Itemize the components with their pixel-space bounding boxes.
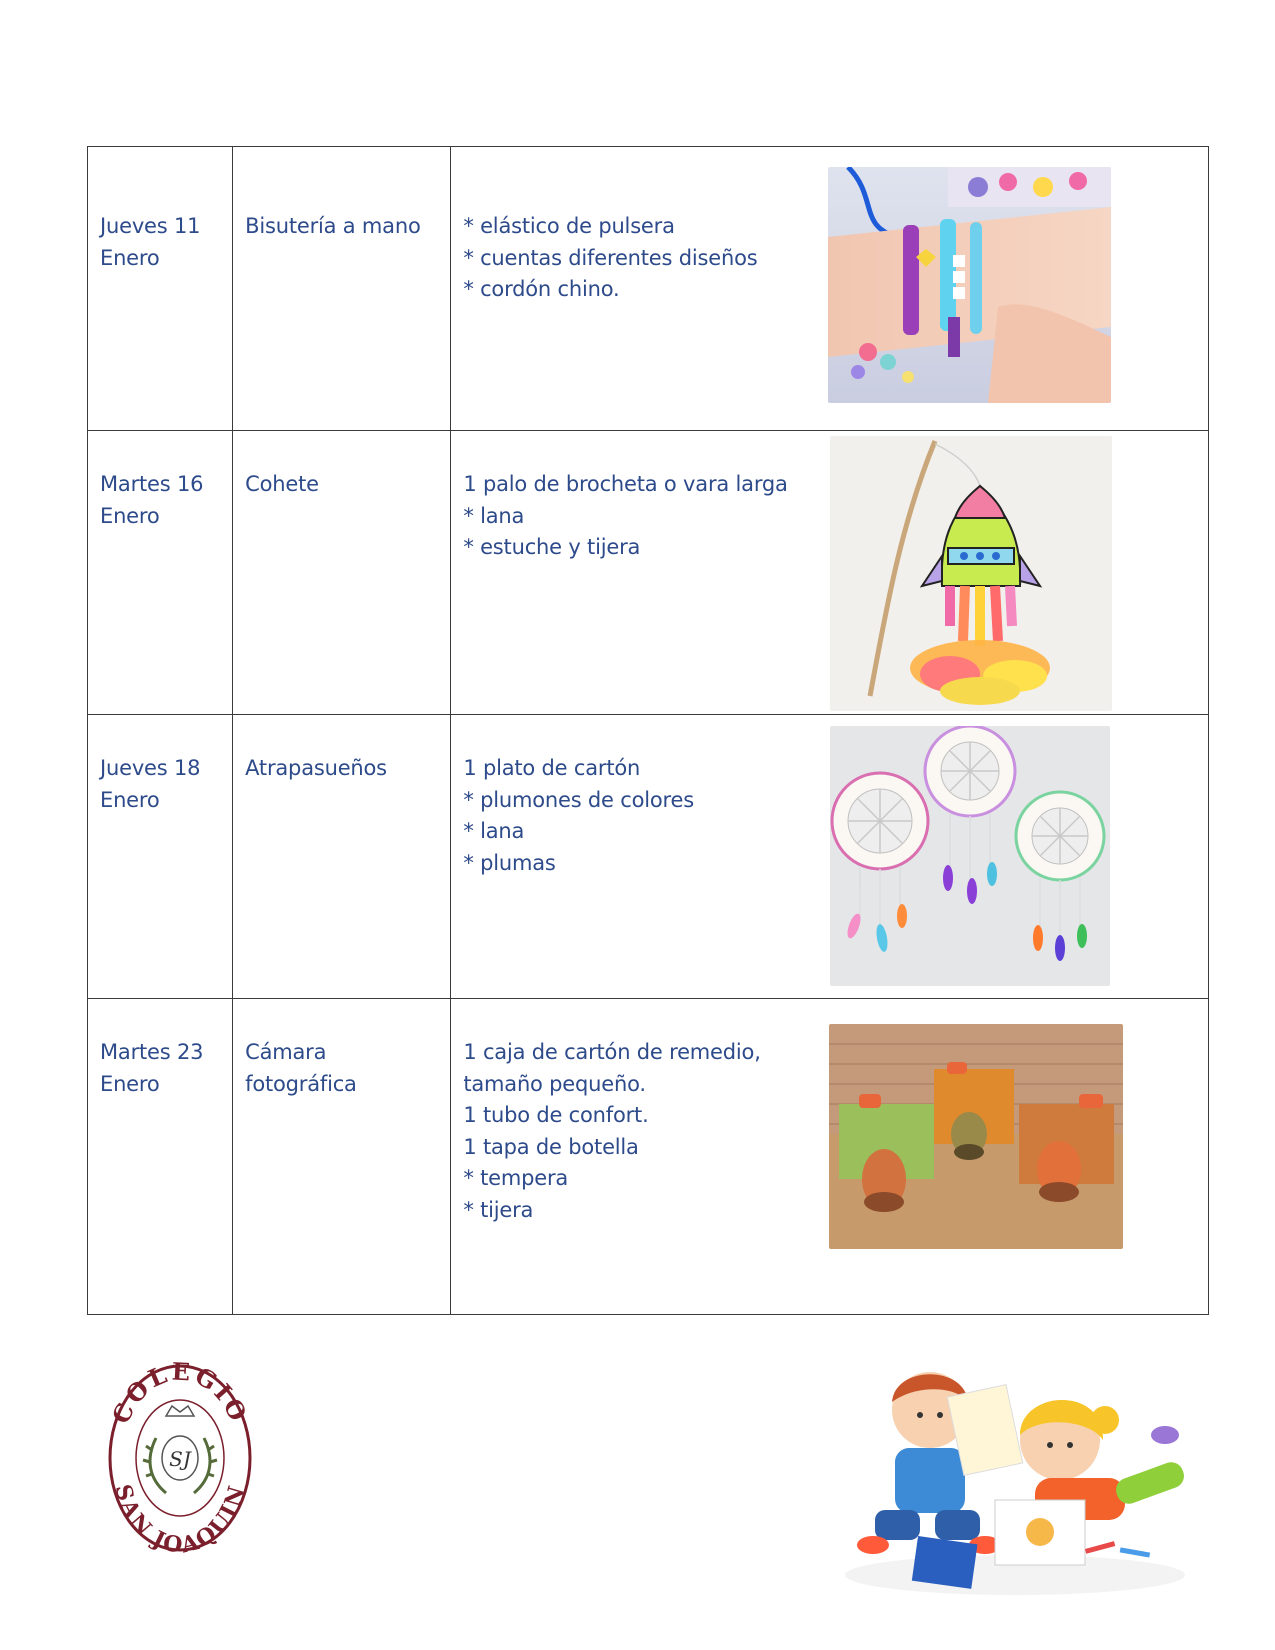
material-item: 1 caja de cartón de remedio, [463,1040,761,1064]
table-row [88,431,1209,715]
activity-name: fotográfica [245,1071,357,1096]
activity-cell [233,715,451,999]
logo-monogram: SJ [169,1447,191,1471]
date-month: Enero [100,1071,160,1096]
date-month: Enero [100,503,160,528]
date-month: Enero [100,787,160,812]
date-cell [88,147,233,431]
material-item: 1 palo de brocheta o vara larga [463,472,788,496]
materials-cell [451,431,1209,715]
table-row [88,715,1209,999]
material-item: 1 tubo de confort. [463,1103,649,1127]
activity-name: Cámara [245,1040,327,1064]
activity-name: Atrapasueños [245,756,387,780]
activity-name: Bisutería a mano [245,214,421,238]
date-day: Martes 23 [100,1040,204,1064]
materials-cell [451,715,1209,999]
material-item: 1 tapa de botella [463,1134,639,1159]
material-item: * lana [463,819,525,843]
table-row [88,147,1209,431]
logo-top-text: COLEGIO [105,1358,255,1429]
material-item: 1 plato de cartón [463,756,641,780]
material-item: * cuentas diferentes diseños [463,245,758,270]
material-item: tamaño pequeño. [463,1071,646,1096]
bracelets-photo [828,167,1111,403]
material-item: * elástico de pulsera [463,214,675,238]
date-day: Martes 16 [100,472,204,496]
colegio-san-joaquin-logo [100,1358,260,1558]
kids-drawing-illustration [835,1360,1195,1600]
materials-cell [451,999,1209,1315]
material-item: * tempera [463,1166,569,1190]
date-day: Jueves 18 [100,756,201,780]
material-item: * plumones de colores [463,787,694,812]
material-item: * estuche y tijera [463,535,641,559]
logo-bottom-text: SAN JOAQUIN [109,1481,251,1558]
camera-craft-photo [829,1024,1123,1249]
materials-cell [451,147,1209,431]
date-month: Enero [100,245,160,270]
date-day: Jueves 11 [100,214,201,238]
table-row [88,999,1209,1315]
activity-table [87,146,1209,1315]
material-item: * cordón chino. [463,277,620,301]
material-item: * plumas [463,850,556,875]
date-cell [88,715,233,999]
date-cell [88,431,233,715]
activity-cell [233,999,451,1315]
activity-cell [233,431,451,715]
activity-name: Cohete [245,472,319,496]
material-item: * tijera [463,1197,534,1222]
dreamcatcher-photo [830,726,1110,986]
rocket-craft-photo [830,436,1112,711]
date-cell [88,999,233,1315]
activity-cell [233,147,451,431]
material-item: * lana [463,503,525,528]
